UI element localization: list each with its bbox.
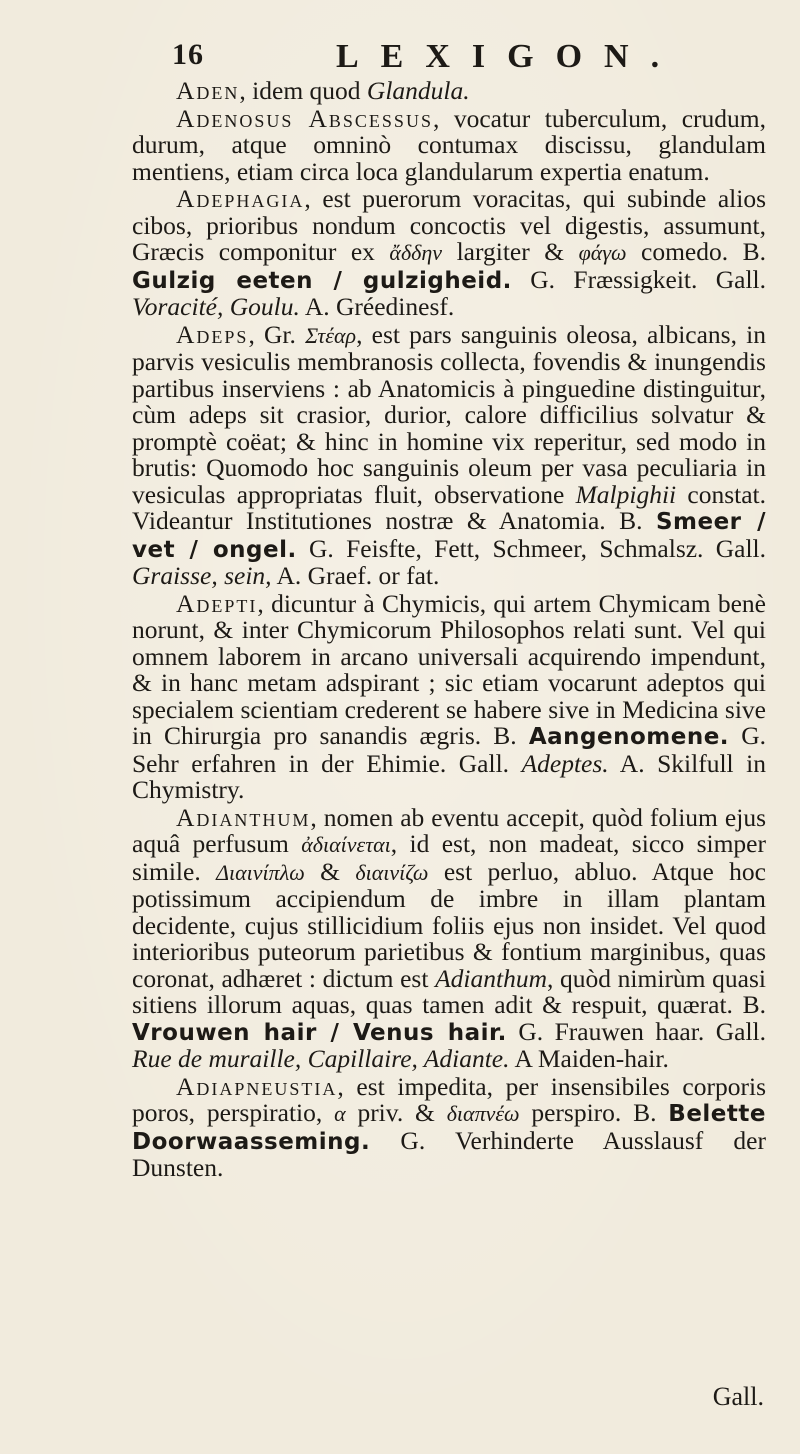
entry-text: G. Frauwen haar. Gall. <box>506 1016 767 1046</box>
dictionary-entry <box>132 1071 766 1182</box>
entry-text: , dicuntur à Chymicis, qui artem Chymicam benè norunt, & inter Chymicorum Philosophos relati sunt. Vel qui omnem laborem in arcano universali acquirendo impendunt, & in hanc metam adspirant ; sic etiam vocarunt adeptos qui specialem scientiam crederent se habere sive in Medicina sive in Chirurgia pro sanandis ægris. B. <box>132 588 766 750</box>
entry-text: & <box>304 856 356 886</box>
italic-text: Adianthum <box>435 963 547 993</box>
entry-text: , id est, non madeat, sicco simper simile. <box>132 829 766 886</box>
blackletter-text: Belette Doorwaasseming. <box>132 1101 766 1155</box>
entry-text: G. Fræssigkeit. Gall. <box>511 264 766 294</box>
entry-text: , idem quod <box>239 76 367 105</box>
entry-headword: Adiapneustia <box>176 1071 338 1101</box>
dictionary-entry <box>132 78 766 105</box>
running-title: LEXIGON. <box>336 38 682 75</box>
greek-word: α <box>334 1101 346 1126</box>
entry-text: perspiro. B. <box>519 1098 669 1127</box>
italic-text: Adeptes. <box>521 748 609 778</box>
entry-text: , nomen ab eventu accepit, quòd folium ejus aquâ perfusum <box>132 802 766 858</box>
entry-text: A. Gréedinesf. <box>299 292 455 321</box>
entry-headword: Adeps <box>176 319 249 349</box>
greek-word: ἀδιαίνεται <box>301 832 391 857</box>
entry-text: , est pars sanguinis oleosa, albicans, in parvis vesiculis membranosis collecta, fovendis & inungendis partibus inserviens : ab Anatomicis à pinguedine distinguitur, cùm adeps sit crasior, durior, calore difficilius solvatur & promptè coëat; & hinc in homine vix reperitur, sed modo in brutis: Quomodo hoc sanguinis oleum per vasa peculiaria in vesiculas appropriatas fluit, observatione <box>132 319 767 509</box>
lexicon-text <box>132 78 766 1182</box>
entry-headword: Adephagia <box>176 184 305 213</box>
dictionary-entry <box>132 802 767 1073</box>
greek-word: φάγω <box>578 240 627 265</box>
entry-headword: Aden <box>176 76 240 105</box>
italic-text: Voracité, Goulu. <box>132 292 300 321</box>
entry-text: G. Sehr erfahren in der Ehimie. Gall. <box>132 721 766 778</box>
entry-headword: Adepti <box>176 588 258 618</box>
page-number: 16 <box>172 38 204 71</box>
entry-text: largiter & <box>442 237 579 266</box>
dictionary-entry <box>132 103 766 186</box>
blackletter-text: Smeer / vet / ongel. <box>132 509 767 563</box>
dictionary-entry <box>132 319 767 590</box>
entry-text: , est puerorum voracitas, qui subinde alios cibos, prioribus nondum concoctis vel digestis, assumunt, Græcis componitur ex <box>132 184 766 266</box>
dictionary-entry <box>132 186 766 321</box>
entry-text: priv. & <box>345 1098 447 1127</box>
entry-text: , quòd nimirùm quasi sitiens illorum aquas, quas tamen adit & respuit, quærat. B. <box>132 963 766 1019</box>
greek-word: Στέαρ <box>305 322 357 348</box>
entry-text: est perluo, abluo. Atque hoc potissimum accipiendum de imbre in illam plantam decidente, cujus stillicidium foliis ejus non insidet. Vel quod interioribus puteorum parietibus & fontium marginibus, quas coronat, adhæret : dictum est <box>132 856 766 993</box>
blackletter-text: Vrouwen hair / Venus hair. <box>132 1019 507 1046</box>
entry-text: A. Graef. or fat. <box>271 561 440 590</box>
entry-text: A. Skilfull in Chymistry. <box>132 748 766 804</box>
entry-headword: Adenosus Abscessus <box>176 103 433 133</box>
italic-text: Malpighii <box>575 479 677 509</box>
italic-text: Rue de muraille, Capillaire, Adiante. <box>132 1044 510 1073</box>
dictionary-entry <box>132 588 766 804</box>
catchword: Gall. <box>712 1382 764 1411</box>
blackletter-text: Aangenomene. <box>528 724 730 750</box>
entry-text: constat. Videantur Institutiones nostræ & Anatomia. B. <box>132 479 766 535</box>
greek-word: ἄδδην <box>389 240 443 265</box>
entry-text: A Maiden-hair. <box>509 1044 669 1073</box>
blackletter-text: Gulzig eeten / gulzigheid. <box>132 267 512 294</box>
entry-text: comedo. B. <box>626 237 767 266</box>
greek-word: Διαινίπλω <box>216 859 305 885</box>
entry-headword: Adianthum <box>176 802 311 832</box>
entry-text: G. Verhinderte Ausslausf der Dunsten. <box>132 1125 766 1182</box>
entry-text: , Gr. <box>248 319 306 349</box>
entry-text: G. Feisfte, Fett, Schmeer, Schmalsz. Gall. <box>296 533 766 563</box>
entry-text: , est impedita, per insensibiles corporis poros, perspiratio, <box>132 1071 766 1127</box>
greek-word: διαινίζω <box>355 859 429 885</box>
italic-text: Graisse, sein, <box>132 561 272 590</box>
entry-text: , vocatur tuberculum, crudum, durum, atque omninò contumax discissu, glandulam mentiens, etiam circa loca glandularum expertia enatum. <box>132 103 766 186</box>
greek-word: διαπνέω <box>446 1101 520 1126</box>
italic-text: Glandula. <box>366 76 470 105</box>
